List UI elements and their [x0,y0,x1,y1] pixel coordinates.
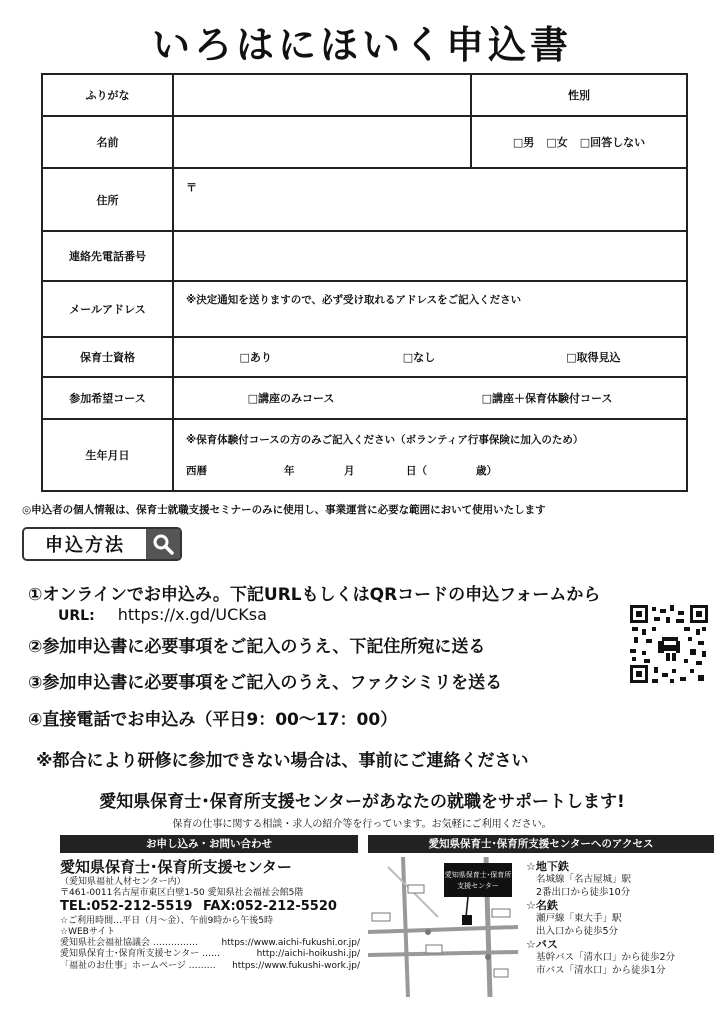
birth-note: ※保育体験付コースの方のみご記入ください（ボランティア行事保険に加入のため） [186,434,584,446]
contact-header: お申し込み・お問い合わせ [60,835,358,853]
url-line [58,605,267,624]
step-phone: ④直接電話でお申込み（平日9：00〜17：00） [28,710,398,730]
contact-org: 愛知県保育士･保育所支援センター [60,858,292,876]
bus-title: ☆バス [526,937,558,951]
birth-age-label: 歳） [476,465,497,477]
birth-year-label: 年 [284,465,295,477]
subway-walk: 2番出口から徒歩10分 [536,886,631,898]
qualification-label: 保育士資格 [42,337,173,377]
site-name: 愛知県社会福祉協議会 …………… [60,938,198,948]
access-header: 愛知県保育士･保育所支援センターへのアクセス [368,835,714,853]
site-row [60,938,360,949]
subway-title: ☆地下鉄 [526,860,569,873]
method-heading [22,527,182,561]
search-icon [146,529,180,559]
postal-mark: 〒 [186,181,197,194]
qualification-no-checkbox[interactable]: □なし [402,351,436,364]
meitetsu-walk: 出入口から徒歩5分 [536,925,619,937]
qr-code-icon[interactable] [628,603,710,685]
meitetsu-line: 瀬戸線「東大手」駅 [536,913,622,925]
gender-female-checkbox[interactable]: □女 [546,136,568,149]
gender-label: 性別 [471,74,687,116]
course-lecture-experience-checkbox[interactable]: □講座＋保育体験付コース [481,392,613,405]
gender-male-checkbox[interactable]: □男 [512,136,535,149]
step-fax: ③参加申込書に必要事項をご記入のうえ、ファクシミリを送る [28,673,503,693]
name-field[interactable] [173,116,471,168]
step-mail: ②参加申込書に必要事項をご記入のうえ、下記住所宛に送る [28,637,486,657]
site-name: 「福祉のお仕事」ホームページ ……… [60,960,216,971]
address-field[interactable] [173,168,687,231]
method-title: 申込方法 [24,529,146,559]
application-form [41,73,688,492]
qualification-yes-checkbox[interactable]: □あり [239,351,272,364]
phone-field[interactable] [173,231,687,281]
qualification-expected-checkbox[interactable]: □取得見込 [566,351,621,364]
map-center-label: 愛知県保育士･保育所 [444,871,512,879]
contact-address: 〒461-0011名古屋市東区白壁1-50 愛知県社会福祉会館5階 [60,888,304,898]
site-row [60,949,360,960]
birth-field[interactable] [173,419,687,491]
site-link[interactable]: http://aichi-hoikushi.jp/ [256,949,360,960]
address-label: 住所 [42,168,173,231]
site-name: 愛知県保育士･保育所支援センター …… [60,949,221,960]
banner-subline: 保育の仕事に関する相談・求人の紹介等を行っています。お気軽にご利用ください。 [172,819,552,830]
url-link[interactable]: https://x.gd/UCKsa [117,605,267,624]
course-lecture-checkbox[interactable]: □講座のみコース [247,392,335,405]
furigana-field[interactable] [173,74,471,116]
course-label: 参加希望コース [42,377,173,419]
meitetsu-title: ☆名鉄 [526,898,558,912]
birth-month-label: 月 [344,465,355,477]
gender-noanswer-checkbox[interactable]: □回答しない [579,136,646,149]
bus-city: 市バス「清水口」から徒歩1分 [536,964,666,976]
birth-era-label: 西暦 [186,465,207,477]
gender-options [471,116,687,168]
cancellation-warning: ※都合により研修に参加できない場合は、事前にご連絡ください [36,751,529,771]
email-field[interactable] [173,281,687,337]
step-online: ①オンラインでお申込み。下記URLもしくはQRコードの申込フォームから [28,585,601,605]
contact-phone-fax [60,899,360,915]
contact-hours: ☆ご利用時間…平日（月〜金）、午前9時から午後5時 [60,915,274,926]
url-label: URL: [58,608,95,624]
map-marker-icon [462,915,472,925]
web-title: ☆WEBサイト [60,926,116,937]
furigana-label: ふりがな [42,74,173,116]
banner-headline: 愛知県保育士･保育所支援センターがあなたの就職をサポートします! [99,792,625,812]
contact-org-sub: （愛知県福祉人材センター内） [60,876,186,887]
course-options [173,377,687,419]
bus-trunk: 基幹バス「清水口」から徒歩2分 [536,952,676,964]
qualification-options [173,337,687,377]
privacy-note: ◎申込者の個人情報は、保育士就職支援セミナーのみに使用し、事業運営に必要な範囲において使用いたします [22,504,546,516]
access-info [526,860,716,977]
email-label: メールアドレス [42,281,173,337]
site-row [60,961,360,972]
phone-label: 連絡先電話番号 [42,231,173,281]
birth-label: 生年月日 [42,419,173,491]
contact-fax: FAX:052-212-5520 [203,899,337,915]
contact-info [60,858,360,972]
subway-line: 名城線「名古屋城」駅 [536,874,632,886]
email-note: ※決定通知を送りますので、必ず受け取れるアドレスをご記入ください [186,294,522,306]
name-label: 名前 [42,116,173,168]
map-center-label: 支援センター [457,882,499,890]
birth-day-label: 日（ [406,465,427,477]
access-map [368,857,518,997]
site-link[interactable]: https://www.fukushi-work.jp/ [232,960,360,971]
page-title: いろはにほいく申込書 [151,23,572,67]
site-link[interactable]: https://www.aichi-fukushi.or.jp/ [221,938,360,948]
contact-tel: TEL:052-212-5519 [60,899,193,915]
